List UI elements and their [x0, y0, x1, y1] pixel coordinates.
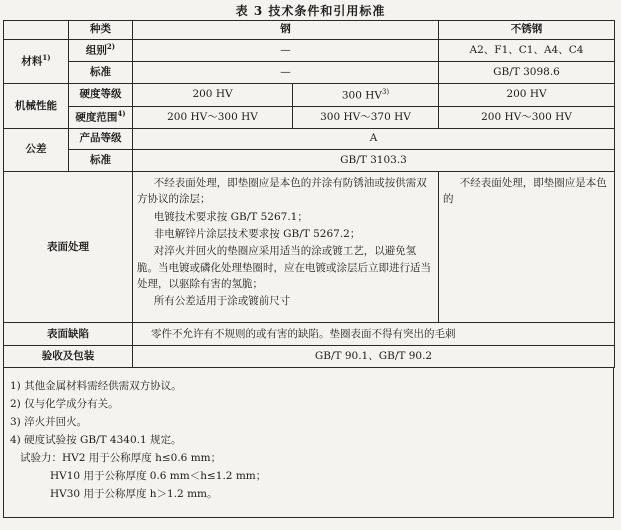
table-row	[4, 150, 615, 172]
row-label-surface-treatment: 表面处理	[4, 172, 133, 323]
footnote-test-force: 试验力：HV2 用于公称厚度 h≤0.6 mm；	[20, 452, 222, 464]
footnote-test-force: HV10 用于公称厚度 0.6 mm＜h≤1.2 mm；	[50, 470, 267, 482]
table-row	[4, 40, 615, 62]
header-category: 种类	[69, 21, 133, 40]
surface-defects-value: 零件不允许有不规则的或有害的缺陷。垫圈表面不得有突出的毛刺	[133, 323, 615, 345]
material-group-label: 组别$^{2)}$	[69, 40, 133, 62]
table-row	[4, 84, 615, 106]
table-row	[4, 106, 615, 128]
row-label-tolerance: 公差	[4, 128, 69, 171]
hardness-grade-stainless: 200 HV	[439, 84, 615, 106]
product-grade-label: 产品等级	[69, 128, 133, 149]
product-grade-value: A	[133, 128, 615, 149]
row-label-surface-defects: 表面缺陷	[4, 323, 133, 345]
spec-table	[3, 20, 615, 368]
footnote: 2) 仅与化学成分有关。	[10, 398, 119, 410]
footnote-test-force: HV30 用于公称厚度 h＞1.2 mm。	[50, 488, 218, 500]
row-label-mechanical: 机械性能	[4, 84, 69, 128]
table-row	[4, 323, 615, 345]
material-standard-steel: —	[133, 62, 439, 84]
surface-treatment-paragraph: 对淬火并回火的垫圈应采用适当的涂或镀工艺，以避免氢脆。当电镀或磷化处理垫圈时，应在电镀或涂层后立即进行适当处理，以驱除有害的氢脆；	[137, 245, 431, 290]
hardness-grade-b: 300 HV$^{3)}$	[293, 84, 439, 106]
hardness-grade-label: 硬度等级	[69, 84, 133, 106]
surface-treatment-paragraph: 所有公差适用于涂或镀前尺寸	[153, 295, 291, 308]
table-row	[4, 21, 615, 40]
header-steel: 钢	[133, 21, 439, 40]
hardness-range-stainless: 200 HV～300 HV	[439, 106, 615, 128]
empty-corner-cell	[4, 21, 69, 40]
surface-treatment-paragraph: 不经表面处理，即垫圈应是本色的并涂有防锈油或按供需双方协议的涂层；	[137, 177, 427, 206]
surface-treatment-paragraph: 非电解锌片涂层技术要求按 GB/T 5267.2；	[153, 228, 361, 240]
table-row	[4, 128, 615, 149]
surface-treatment-steel	[133, 172, 439, 323]
acceptance-value: GB/T 90.1、GB/T 90.2	[133, 345, 615, 367]
table-row	[4, 62, 615, 84]
surface-treatment-paragraph: 电镀技术要求按 GB/T 5267.1；	[153, 210, 308, 223]
tolerance-standard-label: 标准	[69, 150, 133, 172]
table-caption: 表 3 技术条件和引用标准	[235, 4, 386, 18]
material-standard-label: 标准	[69, 62, 133, 84]
row-label-material: 材料$^{1)}$	[4, 40, 69, 84]
material-group-stainless: A2、F1、C1、A4、C4	[439, 40, 615, 62]
material-standard-stainless: GB/T 3098.6	[439, 62, 615, 84]
hardness-range-a: 200 HV～300 HV	[133, 106, 293, 128]
footnotes	[3, 368, 614, 518]
hardness-range-b: 300 HV～370 HV	[293, 106, 439, 128]
footnote: 3) 淬火并回火。	[10, 416, 88, 428]
hardness-range-label: 硬度范围$^{4)}$	[69, 106, 133, 128]
header-stainless: 不锈钢	[439, 21, 615, 40]
tolerance-standard-value: GB/T 3103.3	[133, 150, 615, 172]
material-group-steel: —	[133, 40, 439, 62]
table-row	[4, 345, 615, 367]
footnote: 4) 硬度试验按 GB/T 4340.1 规定。	[10, 434, 182, 446]
surface-treatment-stainless-text: 不经表面处理，即垫圈应是本色的	[443, 177, 607, 206]
row-label-acceptance: 验收及包装	[4, 345, 133, 367]
table-row	[4, 172, 615, 323]
surface-treatment-stainless	[439, 172, 615, 323]
footnote: 1) 其他金属材料需经供需双方协议。	[10, 380, 182, 392]
hardness-grade-a: 200 HV	[133, 84, 293, 106]
